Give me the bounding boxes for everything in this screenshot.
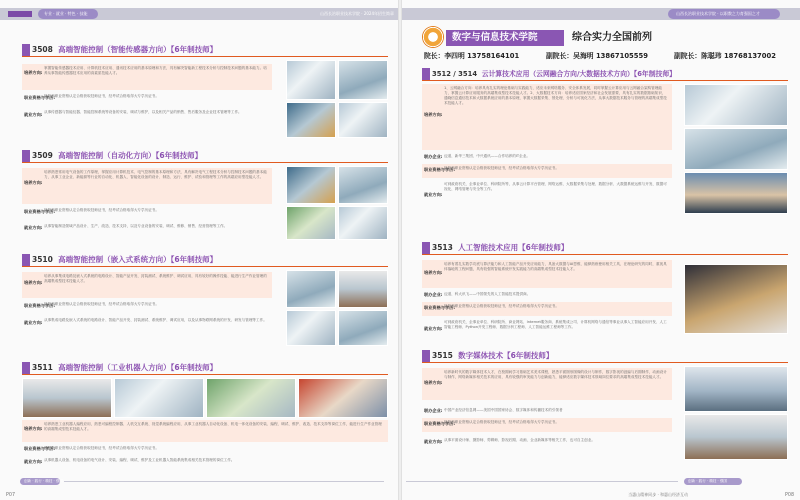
job-text: 从事机器人设备、机电设备的电气设计、安装、编程、调试、维护及工业机器人智能系统集成相关技术管理的岗位工作。 [44, 458, 235, 462]
goal-label: 培养方向: [24, 280, 43, 285]
job-label: 就业方向: [424, 326, 443, 331]
photo-media-studio-2 [684, 414, 788, 460]
job-text: 从事智能制造领域产品设计、生产、改造、技术支持，以及专业设备的安装、调试、维修、销售、经营管理等工作。 [44, 224, 228, 228]
section-title-text: 云计算技术应用（云网融合方向/大数据技术方向）【6年制技师】 [481, 70, 676, 78]
section-tab [22, 44, 30, 56]
goal-row [422, 368, 672, 400]
cert-row [422, 418, 672, 432]
section-number: 3515 [432, 351, 453, 360]
photo-embedded-1 [286, 270, 336, 308]
vice-dean-contact-2: 副院长：陈聪玮 18768137002 [674, 52, 776, 60]
photo-workshop-4 [338, 206, 388, 240]
cert-text: 经技师职业资格认定合格获取技师证书，经考试合格取得大专学历证书。 [444, 166, 559, 170]
section-title [422, 350, 788, 363]
photo-robot-2 [114, 378, 204, 418]
section-3511 [22, 362, 388, 472]
section-number: 3508 [32, 45, 53, 54]
photo-robot-3 [206, 378, 296, 418]
photo-embedded-3 [286, 310, 336, 346]
cert-label: 职业资格与学历: [24, 209, 55, 214]
job-label: 就业方向: [24, 225, 43, 230]
dean-contact: 院长：李四明 13758164101 [424, 52, 520, 60]
photo-workshop-2 [338, 166, 388, 204]
photo-media-studio-1 [684, 366, 788, 412]
section-tab [22, 362, 30, 374]
job-label: 就业方向: [24, 459, 43, 464]
goal-row [22, 168, 272, 204]
section-tab [422, 68, 430, 80]
cert-text: 经技师职业资格认定合格获取技师证书，经考试合格取得大专学历证书。 [44, 446, 159, 450]
photo-lab-2 [338, 60, 388, 100]
cert-row [22, 206, 272, 220]
header-pill: 专业 · 就业 · 特色 · 技能 [38, 9, 98, 19]
cert-row [22, 300, 272, 314]
section-title [422, 68, 788, 81]
section-title-text: 高端智能控制（智能传感器方向）【6年制技师】 [58, 45, 218, 54]
cert-label: 职业资格与学历: [424, 421, 455, 426]
photo-robot-1 [22, 378, 112, 418]
section-title [22, 362, 388, 375]
section-title [22, 44, 388, 57]
job-row [22, 316, 272, 334]
right-page [400, 0, 800, 500]
union-text: 迈道、科大讯飞——中国领先的人工智能技术提供商。 [444, 292, 531, 296]
union-text: 中国产业经济信息网——美国中国国家协会、数字媒体和传播技术的引领者 [444, 408, 563, 412]
contacts-row [424, 50, 784, 60]
section-3509 [22, 150, 388, 242]
page-number-right: P08 [785, 493, 794, 498]
photo-cloud-1 [684, 84, 788, 126]
section-number: 3510 [32, 255, 53, 264]
vice-dean-contact-1: 副院长：吴海明 13867105559 [546, 52, 648, 60]
section-3515 [422, 350, 788, 468]
section-tab [422, 242, 430, 254]
photo-cloud-2 [684, 128, 788, 170]
goal-text: 1、云网融合方向：培养具有扎实的理论基础与实践能力，适应未来网络服务、安全体系发展，同时掌握云计算应用与云网融合架构管理能力，掌握云计算应用服务的高端集成型技术技能人才。2、大数据技术方向：培养适应国家经济和社会发展需要，具有扎实的数据基础知识，通晓信息通信技术和大数据系统应用的基本原理，掌握大数据采集、预处理、分析与可视化方法，从事大数据技术服务与管理的高端集成型技术技能人才。 [444, 86, 667, 105]
cert-text: 经技师职业资格认定合格获取技师证书，经考试合格取得大专学历证书。 [44, 94, 159, 98]
photo-ai-signing [684, 264, 788, 334]
cert-text: 经技师职业资格认定合格获取技师证书，经考试合格取得大专学历证书。 [444, 304, 559, 308]
job-row [22, 108, 272, 126]
job-row [22, 222, 272, 238]
goal-label: 培养方向: [424, 270, 443, 275]
goal-label: 培养方向: [424, 380, 443, 385]
union-text: 迈道、新华三集团、中兴通讯——合作培养的IT企业。 [444, 154, 530, 158]
cert-label: 职业资格与学历: [24, 446, 55, 451]
cert-text: 经技师职业资格认定合格获取技师证书，经考试合格取得大专学历证书。 [444, 420, 559, 424]
job-row [22, 456, 388, 470]
job-label: 就业方向: [24, 320, 43, 325]
footer-pill: 创新 · 践行 · 精技 · 强国 [20, 478, 60, 485]
header-strip [400, 8, 800, 20]
section-number: 3512 / 3514 [432, 70, 478, 78]
job-text: 从事传感器与智能仪器、智能控制系统等设备的安装、调试与维护，以及相关产品的销售、售后服务及企业技术管理等工作。 [44, 110, 242, 114]
job-text: 可到政府机关、企事业单位、科研院所、商业网站、Internet服务商、系统集成公司、计算机网络与通信等事业从事人工智能应用开发、人工智能工程师、Python开发工程师、数据分析工程师、人工智能运维工程师等工作。 [444, 320, 667, 329]
cert-row [422, 164, 672, 178]
section-3508 [22, 44, 388, 139]
cert-row [22, 92, 272, 106]
section-title-text: 数字媒体技术【6年制技师】 [458, 351, 554, 360]
cert-text: 经技师职业资格认定合格获取技师证书，经考试合格取得大专学历证书。 [44, 208, 159, 212]
job-label: 就业方向: [24, 112, 43, 117]
footer-slogan: 当惠山精神同步 · 和惠山经济互动 [628, 492, 688, 497]
header-strip-text: 山西长治职业技术学院 · 2024年招生简章 [320, 11, 394, 16]
section-title [22, 150, 388, 163]
department-slogan: 综合实力全国前列 [572, 32, 652, 43]
goal-label: 培养方向: [424, 112, 443, 117]
goal-text: 培养有着扎实数学功底与算法能力和人工智能产品开发应用能力，具备大数据与AI思维，能够熟练使用相关工具，在理论研究的同时，重视具体落地的工程问题，具有较强的智能系统开发实践能力的高端集成型技术技能人才。 [444, 262, 667, 271]
photo-embedded-2 [338, 270, 388, 308]
section-title-text: 高端智能控制（工业机器人方向）【6年制技师】 [58, 363, 218, 372]
union-label: 联办企业: [424, 408, 443, 413]
photo-embedded-4 [338, 310, 388, 346]
goal-text: 培养熟悉工业机器人编程应用，熟悉可编程控制器、人机交互系统、视觉系统编程应用，从事工业机器人自动化设备、机电一体化设备的安装、编程、调试、维护、改造、技术支持等岗位工作，能进行生产作业管理的高端集成型技术技能人才。 [44, 422, 382, 431]
page-fold [398, 0, 402, 500]
section-3513 [422, 242, 788, 342]
goal-text: 培养从事集成电路及嵌入式系统的电路设计、智能产品开发、封装测试、系统维护、调试应用，具有较好的操作技能、能进行生产作业管理的高端集成型技术技能人才。 [44, 274, 267, 283]
cert-label: 职业资格与学历: [24, 303, 55, 308]
section-tab [422, 350, 430, 362]
job-row [422, 180, 672, 212]
section-title-text: 高端智能控制（嵌入式系统方向）【6年制技师】 [58, 255, 218, 264]
photo-lab-3 [286, 102, 336, 138]
section-number: 3509 [32, 151, 53, 160]
goal-label: 培养方向: [24, 426, 43, 431]
footer-pill: 创新 · 践行 · 精技 · 强国 [684, 478, 742, 485]
union-label: 联办企业: [424, 292, 443, 297]
cert-text: 经技师职业资格认定合格获取技师证书，经考试合格取得大专学历证书。 [44, 302, 159, 306]
section-tab [22, 150, 30, 162]
job-label: 就业方向: [424, 439, 443, 444]
photo-cloud-3 [684, 172, 788, 214]
header-strip [0, 8, 400, 20]
cert-row [22, 444, 388, 454]
department-logo-icon [422, 26, 444, 48]
goal-row [22, 272, 272, 298]
footer-strip [400, 478, 800, 486]
cert-label: 职业资格与学历: [424, 167, 455, 172]
header-pill: 山西长治职业技术学院 · 以职教之力育强国之才 [668, 9, 780, 19]
union-row [422, 152, 672, 162]
page-number-left: P07 [6, 493, 15, 498]
photo-workshop-1 [286, 166, 336, 204]
footer-strip [0, 478, 400, 486]
union-row [422, 290, 672, 300]
section-title-text: 人工智能技术应用【6年制技师】 [458, 243, 569, 252]
cert-label: 职业资格与学历: [24, 95, 55, 100]
photo-robot-4 [298, 378, 388, 418]
section-title-text: 高端智能控制（自动化方向）【6年制技师】 [58, 151, 203, 160]
goal-row [422, 84, 672, 150]
goal-text: 掌握智能传感器技术应用、计算机技术应用、通讯技术应用的基本原理和方法，具有解决智能新工程技术分析与控制技术问题的基本能力。培养从事智能传感器技术应用的高素质技能人才。 [44, 66, 267, 75]
section-3512-3514 [422, 68, 788, 218]
photo-lab-4 [338, 102, 388, 138]
goal-row [422, 260, 672, 288]
goal-label: 培养方向: [24, 180, 43, 185]
footer-line [406, 481, 678, 482]
union-row [422, 406, 672, 416]
job-text: 从事平面设计师、摄影师、剪辑师、影视后期、动画、企业新媒体等相关工作，也可自主创业。 [444, 438, 595, 442]
section-tab [22, 254, 30, 266]
goal-row [22, 420, 388, 442]
section-3510 [22, 254, 388, 349]
section-number: 3513 [432, 243, 453, 252]
job-text: 可到政府机关、企事业单位、科研院所等，从事云计算平台管理、网络运维、大数据采集与处理、数据分析、大数据系统运维与开发、数据可视化、网络管理与安全等工作。 [444, 182, 667, 191]
header-accent-bar [8, 11, 32, 17]
goal-label: 培养方向: [24, 70, 43, 75]
goal-text: 培养新时代的数字媒体技术人才，在校期间学习基础艺术美术课程，熟悉平面图形图像的设计与制作，数字影视的创编与后期制作，动画设计与制作，网络新媒体相关技术的应用，具有较强的审美能力与创新能力，能够适应数字媒体技术领域岗位要求的高端集成型技术技能人才。 [444, 370, 667, 379]
cert-row [422, 302, 672, 316]
union-label: 联办企业: [424, 154, 443, 159]
job-text: 从事集成电路及嵌入式系统的电路设计、智能产品开发、封装测试、系统维护、调试应用，以及从事物联网系统的开发、研发与管理等工作。 [44, 318, 267, 322]
photo-lab-1 [286, 60, 336, 100]
footer-line [64, 481, 384, 482]
job-row [422, 318, 672, 340]
section-title [422, 242, 788, 255]
goal-text: 培养熟悉常用电气设备的工作原理，掌握应用计算机技术、电气控制的基本原理和方法，具有解决电气工程技术分析与控制技术问题的基本能力，从事工业企业、新能源等行业的自动化、机器人、智能化设备的设计、制造、运行、维护、试验和管理等工作的高端应用型技能人才。 [44, 170, 267, 179]
section-number: 3511 [32, 363, 53, 372]
photo-workshop-3 [286, 206, 336, 240]
job-row [422, 436, 672, 450]
cert-label: 职业资格与学历: [424, 305, 455, 310]
job-label: 就业方向: [424, 192, 443, 197]
department-title: 数字与信息技术学院 [446, 30, 564, 46]
section-title [22, 254, 388, 267]
goal-row [22, 64, 272, 90]
